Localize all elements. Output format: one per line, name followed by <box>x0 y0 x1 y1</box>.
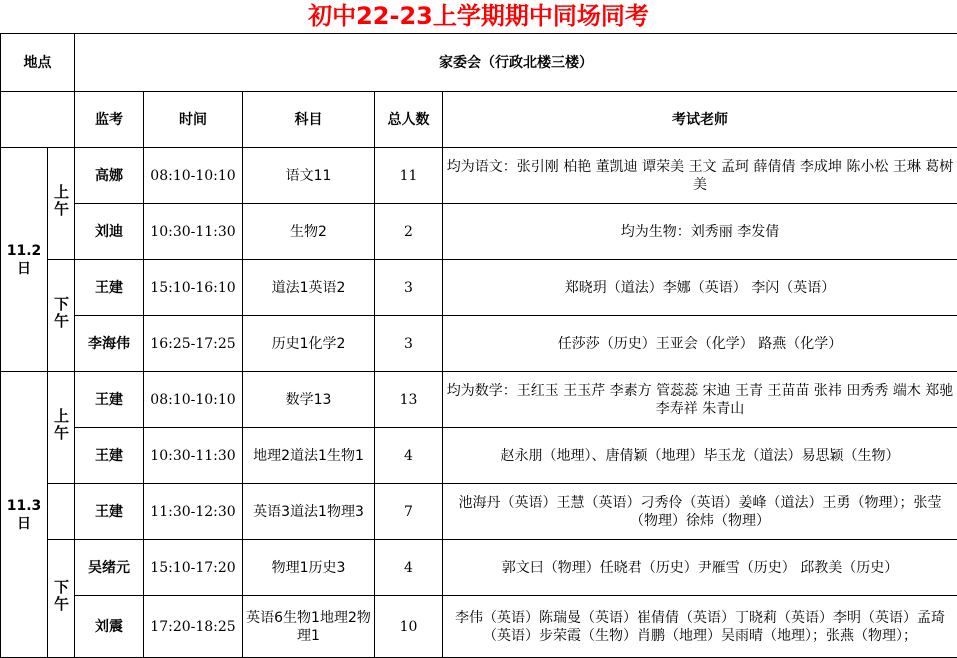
teachers-cell: 均为生物：刘秀丽 李发倩 <box>443 204 957 260</box>
proctor-cell: 李海伟 <box>75 316 144 372</box>
teachers-cell: 郑晓玥（道法）李娜（英语） 李闪（英语） <box>443 260 957 316</box>
location-row <box>1 34 957 92</box>
date-cell: 11.2日 <box>1 148 48 372</box>
period-cell: 上午 <box>48 148 75 260</box>
location-label: 地点 <box>1 34 75 92</box>
time-cell: 08:10-10:10 <box>144 148 243 204</box>
subject-cell: 道法1英语2 <box>243 260 375 316</box>
table-row <box>1 148 957 204</box>
table-row <box>1 372 957 428</box>
col-header-teachers: 考试老师 <box>443 92 957 148</box>
subject-cell: 英语6生物1地理2物理1 <box>243 596 375 658</box>
location-value: 家委会（行政北楼三楼） <box>75 34 957 92</box>
subject-cell: 数学13 <box>243 372 375 428</box>
table-row <box>1 540 957 596</box>
page-title: 初中22-23上学期期中同场同考 <box>0 0 957 33</box>
time-cell: 10:30-11:30 <box>144 204 243 260</box>
subject-cell: 地理2道法1生物1 <box>243 428 375 484</box>
proctor-cell: 王建 <box>75 260 144 316</box>
table-row <box>1 484 957 540</box>
header-blank-cell <box>1 92 75 148</box>
teachers-cell: 均为数学：王红玉 王玉芹 李素方 管蕊蕊 宋迪 王青 王苗苗 张祎 田秀秀 端木 郑驰 李寿祥 朱青山 <box>443 372 957 428</box>
subject-cell: 物理1历史3 <box>243 540 375 596</box>
proctor-cell: 王建 <box>75 428 144 484</box>
time-cell: 11:30-12:30 <box>144 484 243 540</box>
time-cell: 10:30-11:30 <box>144 428 243 484</box>
proctor-cell: 高娜 <box>75 148 144 204</box>
teachers-cell: 赵永朋（地理）、唐倩颖（地理）毕玉龙（道法）易思颖（生物） <box>443 428 957 484</box>
table-row <box>1 428 957 484</box>
table-row <box>1 596 957 658</box>
time-cell: 15:10-17:20 <box>144 540 243 596</box>
teachers-cell: 池海丹（英语）王慧（英语）刁秀伶（英语）姜峰（道法）王勇（物理）；张莹（物理）徐炜（物理） <box>443 484 957 540</box>
time-cell: 08:10-10:10 <box>144 372 243 428</box>
col-header-subject: 科目 <box>243 92 375 148</box>
proctor-cell: 王建 <box>75 484 144 540</box>
period-cell: 上午 <box>48 372 75 484</box>
table-row <box>1 260 957 316</box>
proctor-cell: 刘迪 <box>75 204 144 260</box>
proctor-cell: 刘震 <box>75 596 144 658</box>
time-cell: 17:20-18:25 <box>144 596 243 658</box>
count-cell: 3 <box>375 316 443 372</box>
count-cell: 10 <box>375 596 443 658</box>
subject-cell: 历史1化学2 <box>243 316 375 372</box>
count-cell: 2 <box>375 204 443 260</box>
column-header-row <box>1 92 957 148</box>
period-cell <box>48 484 75 540</box>
count-cell: 4 <box>375 428 443 484</box>
teachers-cell: 均为语文：张引刚 柏艳 董凯迪 谭荣美 王文 孟珂 薛倩倩 李成坤 陈小松 王琳 葛树美 <box>443 148 957 204</box>
count-cell: 3 <box>375 260 443 316</box>
period-cell: 下午 <box>48 540 75 658</box>
proctor-cell: 吴绪元 <box>75 540 144 596</box>
date-cell: 11.3日 <box>1 372 48 658</box>
teachers-cell: 任莎莎（历史）王亚会（化学） 路燕（化学） <box>443 316 957 372</box>
subject-cell: 语文11 <box>243 148 375 204</box>
time-cell: 16:25-17:25 <box>144 316 243 372</box>
count-cell: 13 <box>375 372 443 428</box>
teachers-cell: 李伟（英语）陈瑞曼（英语）崔倩倩（英语）丁晓莉（英语）李明（英语）孟琦（英语）步荣霞（生物）肖鹏（地理）吴雨晴（地理）；张燕（物理）； <box>443 596 957 658</box>
count-cell: 7 <box>375 484 443 540</box>
table-row <box>1 204 957 260</box>
col-header-proctor: 监考 <box>75 92 144 148</box>
col-header-count: 总人数 <box>375 92 443 148</box>
count-cell: 4 <box>375 540 443 596</box>
period-cell: 下午 <box>48 260 75 372</box>
teachers-cell: 郭文曰（物理）任晓君（历史）尹雁雪（历史） 邱教美（历史） <box>443 540 957 596</box>
subject-cell: 英语3道法1物理3 <box>243 484 375 540</box>
count-cell: 11 <box>375 148 443 204</box>
exam-schedule-table <box>0 33 957 658</box>
proctor-cell: 王建 <box>75 372 144 428</box>
subject-cell: 生物2 <box>243 204 375 260</box>
table-row <box>1 316 957 372</box>
time-cell: 15:10-16:10 <box>144 260 243 316</box>
col-header-time: 时间 <box>144 92 243 148</box>
